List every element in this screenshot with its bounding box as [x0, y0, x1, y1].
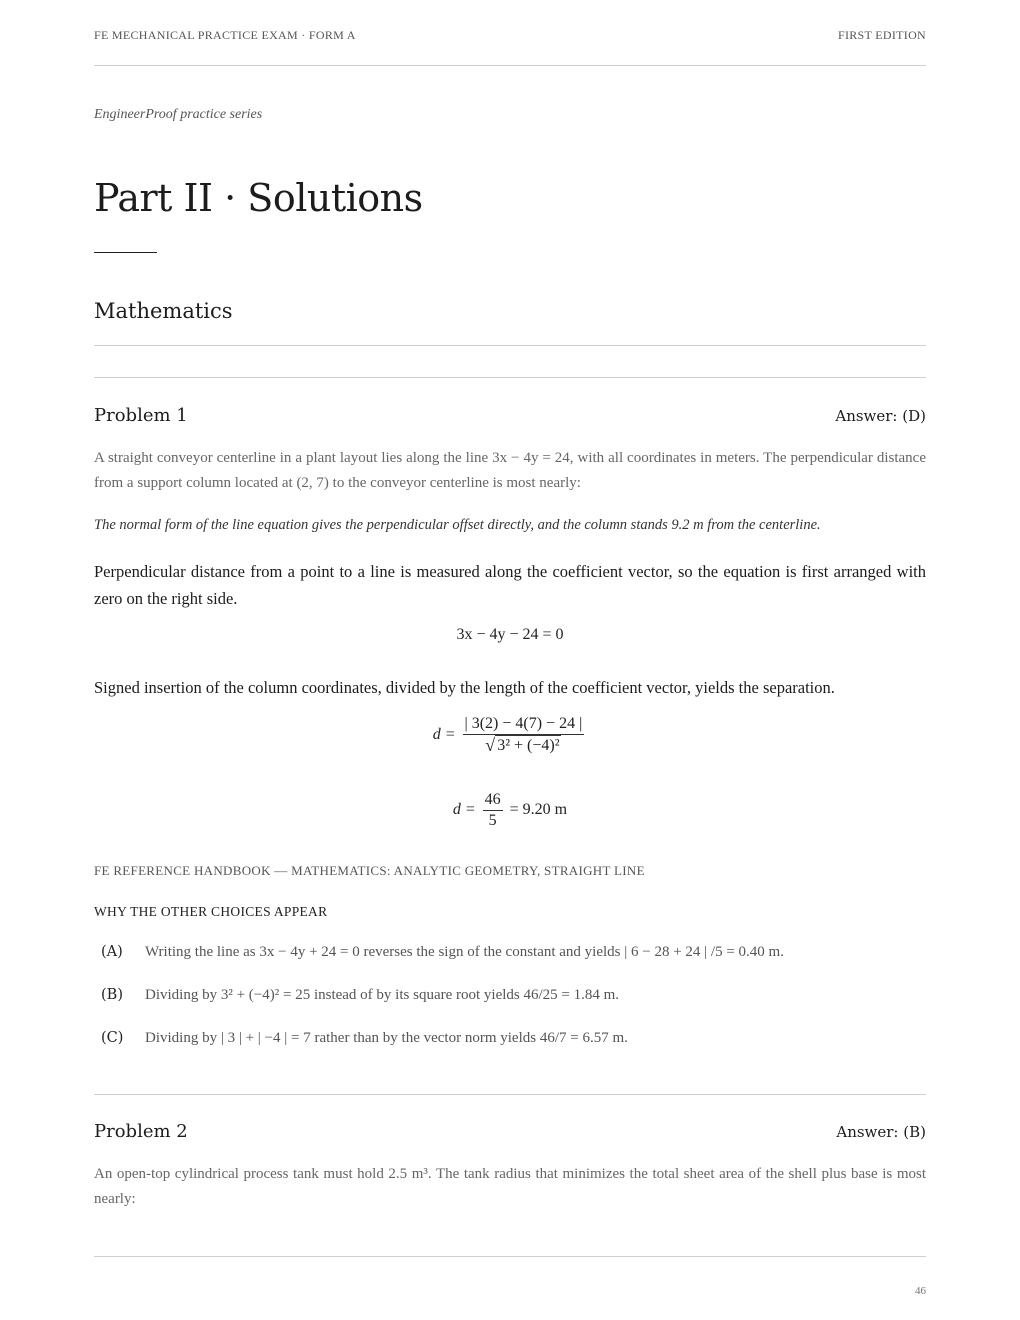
footer-rule	[94, 1256, 926, 1257]
choice-a	[94, 944, 926, 961]
problem1-statement: A straight conveyor centerline in a plant layout lies along the line 3x − 4y = 24, with all coordinates in meters. The perpendicular distance from a support column located at (2, 7) to the conveyor centerline is most nearly:	[94, 450, 926, 491]
section-title: Mathematics	[94, 299, 233, 323]
header-rule	[94, 65, 926, 66]
header-exam-title: FE MECHANICAL PRACTICE EXAM · FORM A	[94, 28, 356, 42]
eq3-numerator: 46	[483, 790, 503, 811]
problem1-top-rule	[94, 377, 926, 378]
eq2-numerator: | 3(2) − 4(7) − 24 |	[463, 714, 585, 735]
choice-explanation: Dividing by | 3 | + | −4 | = 7 rather than by the vector norm yields 46/7 = 6.57 m.	[145, 1030, 628, 1046]
handbook-reference: FE REFERENCE HANDBOOK — MATHEMATICS: ANALYTIC GEOMETRY, STRAIGHT LINE	[94, 863, 645, 878]
problem2-title: Problem 2	[94, 1121, 188, 1142]
eq2-denominator	[483, 735, 563, 757]
sqrt-radical: √ 3² + (−4)²	[485, 735, 560, 755]
eq3-denominator: 5	[488, 812, 497, 829]
choice-letter: (C)	[101, 1030, 124, 1046]
solution-paragraph-1: Perpendicular distance from a point to a line is measured along the coefficient vector, so the equation is first arranged with zero on the right side.	[94, 562, 926, 608]
eq3-lhs: d =	[452, 801, 476, 819]
choice-letter: (B)	[101, 987, 123, 1003]
problem1-answer: Answer: (D)	[835, 407, 926, 425]
choice-letter: (A)	[101, 944, 123, 960]
sqrt-icon: √	[485, 735, 496, 755]
problem1-summary: The normal form of the line equation gives the perpendicular offset directly, and the column stands 9.2 m from the centerline.	[94, 517, 821, 533]
solution-paragraph-2: Signed insertion of the column coordinates, divided by the length of the coefficient vector, yields the separation.	[94, 678, 835, 697]
problem2-statement: An open-top cylindrical process tank must hold 2.5 m³. The tank radius that minimizes the total sheet area of the shell plus base is most nearly:	[94, 1166, 926, 1207]
choice-explanation: Writing the line as 3x − 4y + 24 = 0 reverses the sign of the constant and yields | 6 − 28 + 24 | /5 = 0.40 m.	[145, 944, 784, 960]
eq2-fraction	[463, 714, 585, 757]
choice-c	[94, 1030, 926, 1047]
choice-b	[94, 987, 926, 1004]
series-label: EngineerProof practice series	[94, 107, 263, 122]
why-choices-heading: WHY THE OTHER CHOICES APPEAR	[94, 904, 328, 919]
problem2-top-rule	[94, 1094, 926, 1095]
eq2-lhs: d =	[432, 726, 456, 744]
equation-distance-formula	[94, 714, 926, 757]
part-title: Part II · Solutions	[94, 176, 423, 220]
equation-line-form: 3x − 4y − 24 = 0	[456, 626, 564, 643]
choice-explanation: Dividing by 3² + (−4)² = 25 instead of by its square root yields 46/25 = 1.84 m.	[145, 987, 620, 1003]
page-number: 46	[915, 1285, 926, 1297]
eq3-fraction	[483, 790, 503, 831]
problem1-header	[94, 405, 926, 426]
problem1-title: Problem 1	[94, 405, 188, 426]
eq3-rhs: = 9.20 m	[509, 801, 568, 819]
equation-distance-result	[94, 790, 926, 831]
problem2-answer: Answer: (B)	[836, 1123, 926, 1141]
problem2-header	[94, 1121, 926, 1142]
section-rule	[94, 345, 926, 346]
header-edition: FIRST EDITION	[837, 28, 926, 42]
title-underline	[94, 252, 157, 253]
running-header	[94, 28, 926, 43]
